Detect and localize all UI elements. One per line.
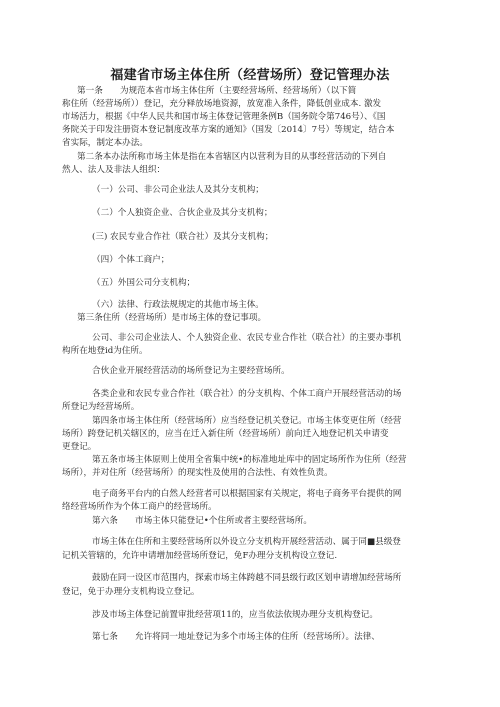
- text-line: 各类企业和农民专业合作社（联合社）的分支机构、个体工商户开展经营活动的场: [92, 389, 402, 399]
- text-line: 络经营场所作为个体工商户的经营场所。: [62, 502, 217, 512]
- list-item: (三) 农民专业合作社（联合社）及其分支机构；: [92, 232, 274, 242]
- list-item: （一）公司、非公司企业法人及其分支机构；: [92, 185, 264, 195]
- text-line: 然人、法人及非法人组织：: [62, 165, 166, 175]
- text-line: 构所在地登id为住所。: [62, 346, 148, 356]
- list-item: （四）个体工商户；: [92, 255, 170, 265]
- text-line: 第一条 为规范本省市场主体住所（主要经营场所、经营场所）（以下简: [77, 86, 357, 96]
- text-line: 第三条住所（经营场所）是市场主体的登记事项。: [77, 313, 267, 323]
- text-line: 务院关于印发注册资本登记制度改革方案的通知》（国发〔2014〕7号）等规定，结合本: [62, 125, 395, 135]
- text-line: 记机关管辖的，允许申请增加经营场所登记，免F办理分支机构设立登记.: [62, 551, 338, 561]
- text-line: 登记，免于办理分支机构设立登记。: [62, 587, 200, 597]
- text-line: 第五条市场主体原则上使用全省集中统•的标准地址库中的固定场所作为住所（经营: [92, 455, 407, 465]
- text-line: 省实际，制定本办法。: [62, 138, 148, 148]
- text-line: 涉及市场主体登记前置审批经营项11的，应当依法依规办理分支机构登记。: [92, 610, 378, 620]
- text-line: 第七条 允许将同一地址登记为多个市场主体的住所（经营场所）。法律、: [92, 632, 380, 642]
- list-item: （二）个人独资企业、合伙企业及其分支机构；: [92, 208, 273, 218]
- text-line: 称住所（经营场所））登记，充分释放场地资源，放宽准入条件，降低创业成本. 激发: [62, 99, 382, 109]
- text-line: 更登记。: [62, 442, 97, 452]
- list-item: （五）外国公司分支机构；: [92, 278, 196, 288]
- text-line: 鼓励在同一设区市范围内，探索市场主体跨越不同县级行政区划申请增加经营场所: [92, 573, 402, 583]
- text-line: 市场活力，根据《中华人民共和国市场主体登记管理条例B（国务院令第746号）、《国: [62, 112, 386, 122]
- text-line: 第二条本办法所称市场主体是指在本省辖区内以营利为目的从事经营活动的下列自: [77, 152, 387, 162]
- text-line: 第四条市场主体住所（经营场所）应当经登记机关登记。市场主体变更住所（经营: [92, 416, 402, 426]
- list-item: （六）法律、行政法规规定的其他市场主体。: [92, 300, 264, 310]
- text-line: 合伙企业开展经营活动的场所登记为主要经营场所。: [92, 366, 290, 376]
- text-line: 市场主体在住所和主要经营场所以外设立分支机构开展经营活动、属于同■县级登: [92, 537, 401, 547]
- text-line: 第六条 市场主体只能登记•个住所或者主要经营场所。: [92, 516, 312, 526]
- text-line: 电子商务平台内的白然人经营者可以根据国家有关规定，将电子商务平台提供的网: [92, 489, 402, 499]
- text-line: 所登记为经营场所。: [62, 402, 140, 412]
- document-title: 福建省市场主体住所（经营场所）登记管理办法: [110, 68, 390, 83]
- text-line: 公司、非公司企业法人、个人独资企业、农民专业合作社（联合社）的主要办事机: [92, 333, 402, 343]
- text-line: 场所）跨登记机关辖区的，应当在迁入新住所（经营场所）前向迁入地登记机关申请变: [62, 429, 389, 439]
- text-line: 场所），并对住所（经营场所）的现实性及使用的合法性、有效性负责。: [62, 468, 333, 478]
